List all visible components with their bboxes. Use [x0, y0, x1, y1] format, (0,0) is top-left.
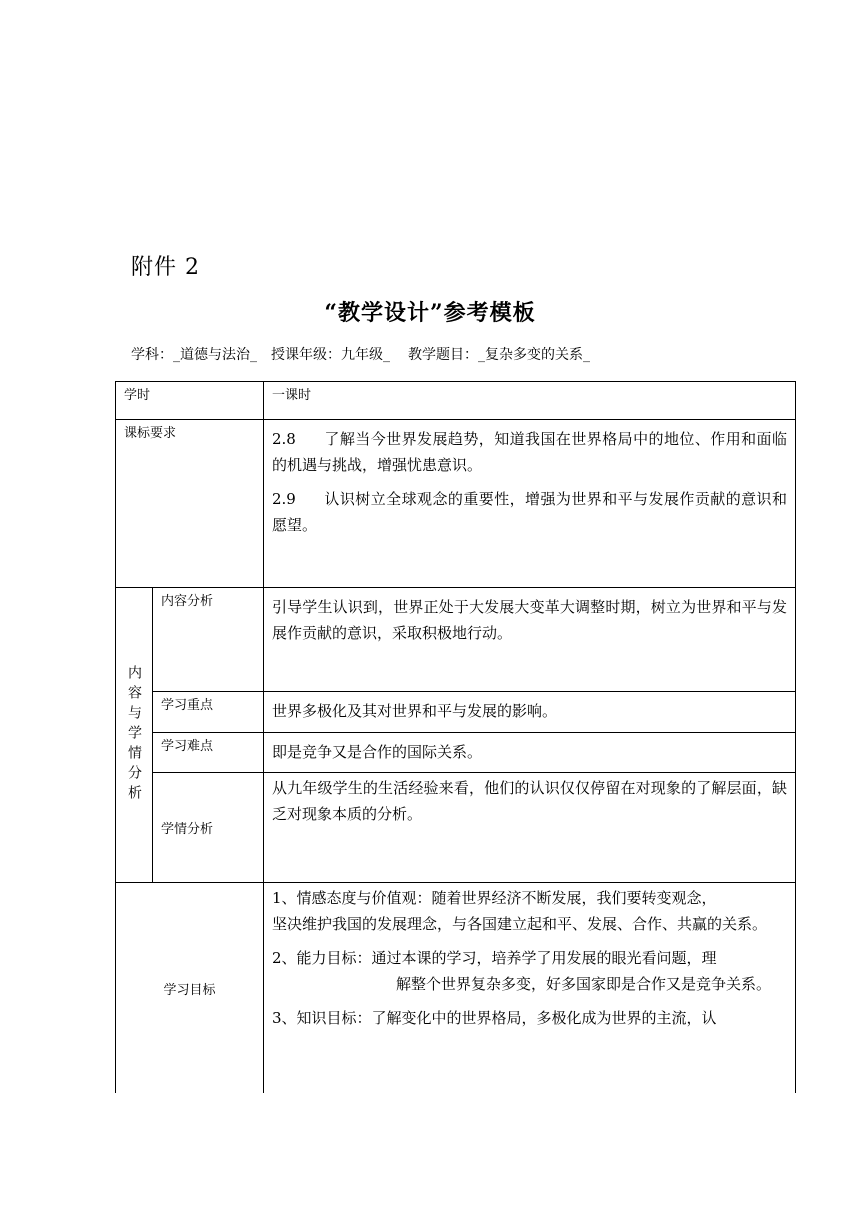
- attachment-label: 附件 2: [131, 255, 200, 280]
- difficulty-value: 即是竞争又是合作的国际关系。: [272, 743, 483, 761]
- standard-number: 2.8: [272, 430, 296, 448]
- key-point-label: 学习重点: [161, 698, 214, 713]
- content-label: 内容分析: [161, 594, 214, 609]
- goals-value-cell: [264, 883, 796, 1093]
- key-point-value: 世界多极化及其对世界和平与发展的影响。: [272, 702, 558, 720]
- key-point-value-cell: [264, 692, 796, 733]
- goals-label: 学习目标: [163, 982, 216, 998]
- standard-value-cell: [264, 420, 796, 588]
- standard-text: 认识树立全球观念的重要性，增强为世界和平与发展作贡献的意识和愿望。: [272, 490, 787, 534]
- standard-text: 了解当今世界发展趋势，知道我国在世界格局中的地位、作用和面临的机遇与挑战，增强忧患意识。: [272, 430, 787, 474]
- difficulty-label-cell: [153, 733, 264, 773]
- content-value: 引导学生认识到，世界正处于大发展大变革大调整时期，树立为世界和平与发展作贡献的意识，采取积极地行动。: [272, 598, 787, 642]
- goal-lead: 3、知识目标：: [272, 1009, 372, 1027]
- standard-item: [272, 486, 787, 538]
- period-value-cell: [264, 382, 796, 420]
- period-label-cell: [116, 382, 264, 420]
- analysis-group-cell: [116, 588, 153, 883]
- student-analysis-value: 从九年级学生的生活经验来看，他们的认识仅仅停留在对现象的了解层面，缺乏对现象本质的分析。: [272, 779, 787, 823]
- difficulty-value-cell: [264, 733, 796, 773]
- meta-subject: 学科：_道德与法治_: [131, 347, 257, 363]
- meta-topic: 教学题目：_复杂多变的关系_: [408, 347, 590, 363]
- period-label: 学时: [124, 388, 151, 403]
- goal-first-line: 通过本课的学习，培养学了用发展的眼光看问题，理: [371, 949, 717, 967]
- standard-label-cell: [116, 420, 264, 588]
- standard-label: 课标要求: [124, 426, 177, 441]
- goal-item: [272, 945, 787, 997]
- meta-grade: 授课年级：九年级_: [271, 347, 390, 363]
- content-value-cell: [264, 588, 796, 692]
- goal-first-line: 了解变化中的世界格局，多极化成为世界的主流，认: [371, 1009, 717, 1027]
- goal-lead: 2、能力目标：: [272, 949, 372, 967]
- student-analysis-label: 学情分析: [161, 822, 214, 837]
- standard-item: [272, 426, 787, 478]
- student-analysis-value-cell: [264, 773, 796, 883]
- document-title: “教学设计”参考模板: [324, 300, 536, 326]
- goal-rest: 解整个世界复杂多变，好多国家即是合作又是竞争关系。: [396, 975, 772, 993]
- goal-item: [272, 885, 787, 937]
- goal-first-line: 随着世界经济不断发展，我们要转变观念，: [431, 889, 717, 907]
- key-point-label-cell: [153, 692, 264, 733]
- goal-item: [272, 1005, 787, 1031]
- goals-label-cell: [116, 883, 264, 1093]
- goal-lead: 1、情感态度与价值观：: [272, 889, 432, 907]
- content-label-cell: [153, 588, 264, 692]
- standard-number: 2.9: [272, 490, 296, 508]
- lesson-design-table: [115, 381, 796, 1093]
- student-analysis-label-cell: [153, 773, 264, 883]
- goal-rest: 坚决维护我国的发展理念，与各国建立起和平、发展、合作、共赢的关系。: [272, 915, 768, 933]
- meta-line: [131, 344, 590, 364]
- analysis-group-label: 内容与学情分析: [126, 665, 142, 805]
- difficulty-label: 学习难点: [161, 739, 214, 754]
- period-value: 一课时: [272, 388, 312, 403]
